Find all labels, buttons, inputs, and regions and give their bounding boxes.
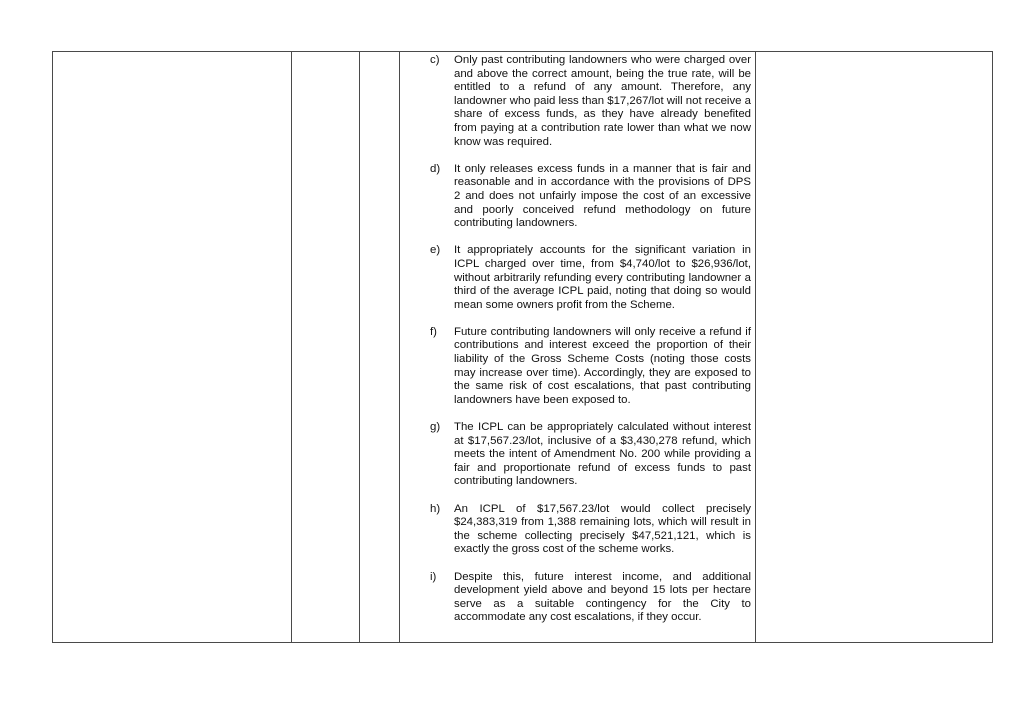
list-item (400, 244, 751, 312)
comments-column (400, 54, 751, 639)
list-item-text: An ICPL of $17,567.23/lot would collect precisely $24,383,319 from 1,388 remaining lots, which will result in the scheme collecting precisely $47,521,121, which is exactly the gross cost of the scheme works. (454, 502, 751, 556)
column-divider-2 (359, 52, 360, 642)
list-item-letter: d) (430, 162, 441, 175)
list-item-text: It only releases excess funds in a manner that is fair and reasonable and in accordance with the provisions of DPS 2 and does not unfairly impose the cost of an excessive and poorly conceived refund methodology on future contributing landowners. (454, 162, 751, 230)
column-divider-4 (755, 52, 756, 642)
list-item-text: Despite this, future interest income, and additional development yield above and beyond 15 lots per hectare serve as a suitable contingency for the City to accommodate any cost escalations, if they occur. (454, 570, 751, 624)
column-divider-1 (291, 52, 292, 642)
list-item (400, 503, 751, 557)
list-item-letter: i) (430, 570, 437, 583)
list-item-text: The ICPL can be appropriately calculated without interest at $17,567.23/lot, inclusive of a $3,430,278 refund, which meets the intent of Amendment No. 200 while providing a fair and proportionate refund of excess funds to past contributing landowners. (454, 421, 751, 488)
list-item (400, 163, 751, 231)
document-table (52, 51, 993, 643)
list-item-letter: g) (430, 421, 441, 434)
list-item (400, 54, 751, 149)
list-item (400, 326, 751, 408)
list-item-text: It appropriately accounts for the significant variation in ICPL charged over time, from $4,740/lot to $26,936/lot, without arbitrarily refunding every contributing landowner a third of the average ICPL paid, noting that doing so would mean some owners profit from the Scheme. (454, 244, 751, 311)
list-item-letter: c) (430, 54, 440, 66)
list-item (400, 421, 751, 489)
list-item-text: Only past contributing landowners who were charged over and above the correct amount, being the true rate, will be entitled to a refund of any amount. Therefore, any landowner who paid less than $17,267/lot will not receive a share of excess funds, as they have already benefited from paying at a contribution rate lower than what we now know was required. (454, 54, 751, 148)
list-item-text: Future contributing landowners will only receive a refund if contributions and interest exceed the proportion of their liability of the Gross Scheme Costs (noting those costs may increase over time). Accordingly, they are exposed to the same risk of cost escalations, that past contributing landowners have been exposed to. (454, 325, 751, 406)
list-item-letter: f) (430, 325, 437, 338)
list-item-letter: h) (430, 502, 441, 515)
list-item-letter: e) (430, 244, 441, 257)
list-item (400, 571, 751, 625)
